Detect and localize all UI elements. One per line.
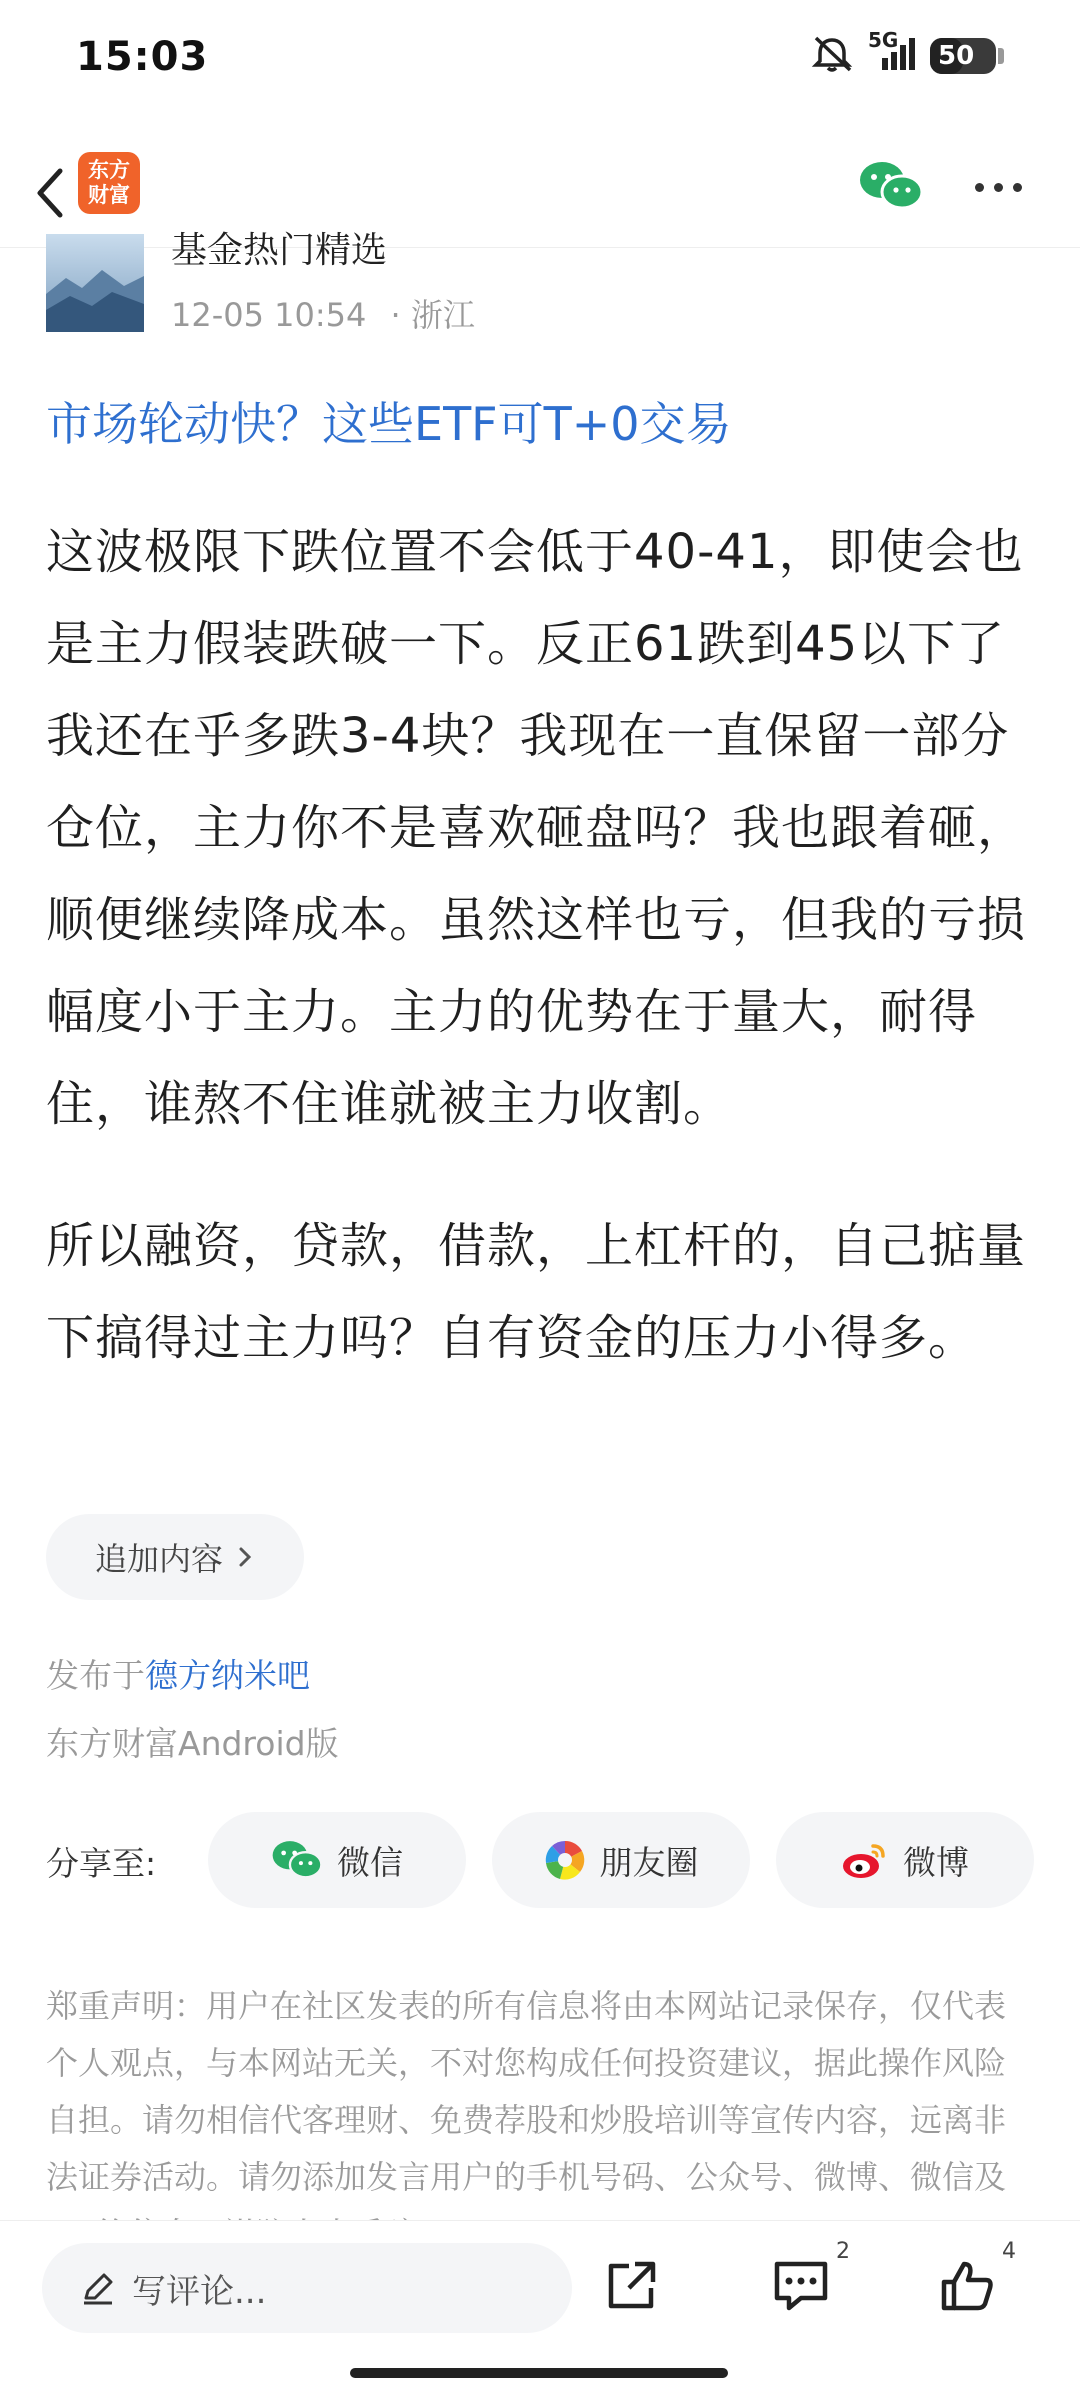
share-moments-label: 朋友圈: [599, 1842, 699, 1882]
more-options-button[interactable]: [964, 162, 1032, 212]
comments-button[interactable]: [766, 2239, 850, 2321]
append-content-button[interactable]: [46, 1514, 304, 1600]
like-count: 4: [1002, 2239, 1016, 2264]
like-button[interactable]: [932, 2239, 1016, 2321]
share-weibo-label: 微博: [903, 1842, 969, 1882]
mute-icon: [810, 34, 854, 78]
app-logo: [78, 152, 140, 214]
share-label: 分享至:: [46, 1844, 157, 1883]
wechat-share-button[interactable]: [858, 158, 924, 214]
wechat-icon: [271, 1838, 323, 1882]
pencil-icon: [80, 2270, 116, 2306]
more-dot-icon: [1013, 183, 1022, 192]
published-in: [46, 1650, 310, 1697]
status-time: 15:03: [76, 34, 209, 80]
logo-text: 东方财富: [88, 158, 130, 207]
home-indicator[interactable]: [350, 2368, 728, 2378]
comment-icon: [771, 2258, 831, 2314]
share-weibo-button[interactable]: [776, 1812, 1034, 1908]
share-wechat-label: 微信: [337, 1842, 403, 1882]
comment-count: 2: [836, 2239, 850, 2264]
chevron-right-icon: [235, 1543, 255, 1571]
author-name[interactable]: 基金热门精选: [171, 230, 388, 271]
comment-placeholder: 写评论...: [132, 2271, 267, 2312]
share-button[interactable]: [596, 2251, 666, 2321]
chevron-left-icon: [30, 165, 70, 221]
avatar[interactable]: [46, 234, 144, 332]
post-paragraph-1: 这波极限下跌位置不会低于40-41，即使会也是主力假装跌破一下。反正61跌到45以下了我还在乎多跌3-4块？我现在一直保留一部分仓位，主力你不是喜欢砸盘吗？我也跟着砸，顺便继续降成本。虽然这样也亏，但我的亏损幅度小于主力。主力的优势在于量大，耐得住，谁熬不住谁就被主力收割。: [46, 524, 1027, 1132]
share-row: [46, 1812, 1036, 1908]
weibo-icon: [841, 1840, 889, 1880]
more-dot-icon: [975, 183, 984, 192]
moments-icon: [544, 1839, 586, 1881]
post-meta: [171, 290, 475, 336]
post-platform: 东方财富Android版: [46, 1724, 339, 1763]
post-location: · 浙江: [390, 296, 475, 334]
thumbs-up-icon: [938, 2258, 996, 2314]
post-paragraph-2: 所以融资，贷款，借款，上杠杆的，自己掂量下搞得过主力吗？自有资金的压力小得多。: [46, 1218, 1027, 1366]
battery-icon: [930, 38, 996, 74]
comment-input[interactable]: [42, 2243, 572, 2333]
network-label: 5G: [868, 28, 899, 52]
back-button[interactable]: [18, 158, 82, 228]
forum-link[interactable]: 德方纳米吧: [145, 1656, 310, 1695]
more-dot-icon: [994, 183, 1003, 192]
related-article-link[interactable]: 市场轮动快？这些ETF可T+0交易: [46, 397, 732, 451]
status-icons: [810, 28, 1004, 78]
wechat-icon: [858, 158, 924, 214]
battery-level: 50: [938, 41, 975, 71]
signal-icon: [868, 28, 916, 78]
author-row[interactable]: [46, 232, 1046, 332]
share-wechat-button[interactable]: [208, 1812, 466, 1908]
share-moments-button[interactable]: [492, 1812, 750, 1908]
disclaimer-text: 郑重声明：用户在社区发表的所有信息将由本网站记录保存，仅代表个人观点，与本网站无关，不对您构成任何投资建议，据此操作风险自担。请勿相信代客理财、免费荐股和炒股培训等宣传内容，远离非法证券活动。请勿添加发言用户的手机号码、公众号、微博、微信及: [46, 1987, 1007, 2196]
published-prefix: 发布于: [46, 1656, 145, 1695]
share-external-icon: [603, 2258, 659, 2314]
battery-cap: [998, 48, 1004, 64]
post-date: 12-05 10:54: [171, 296, 367, 334]
append-content-label: 追加内容: [94, 1540, 223, 1578]
status-bar: [0, 0, 1080, 120]
